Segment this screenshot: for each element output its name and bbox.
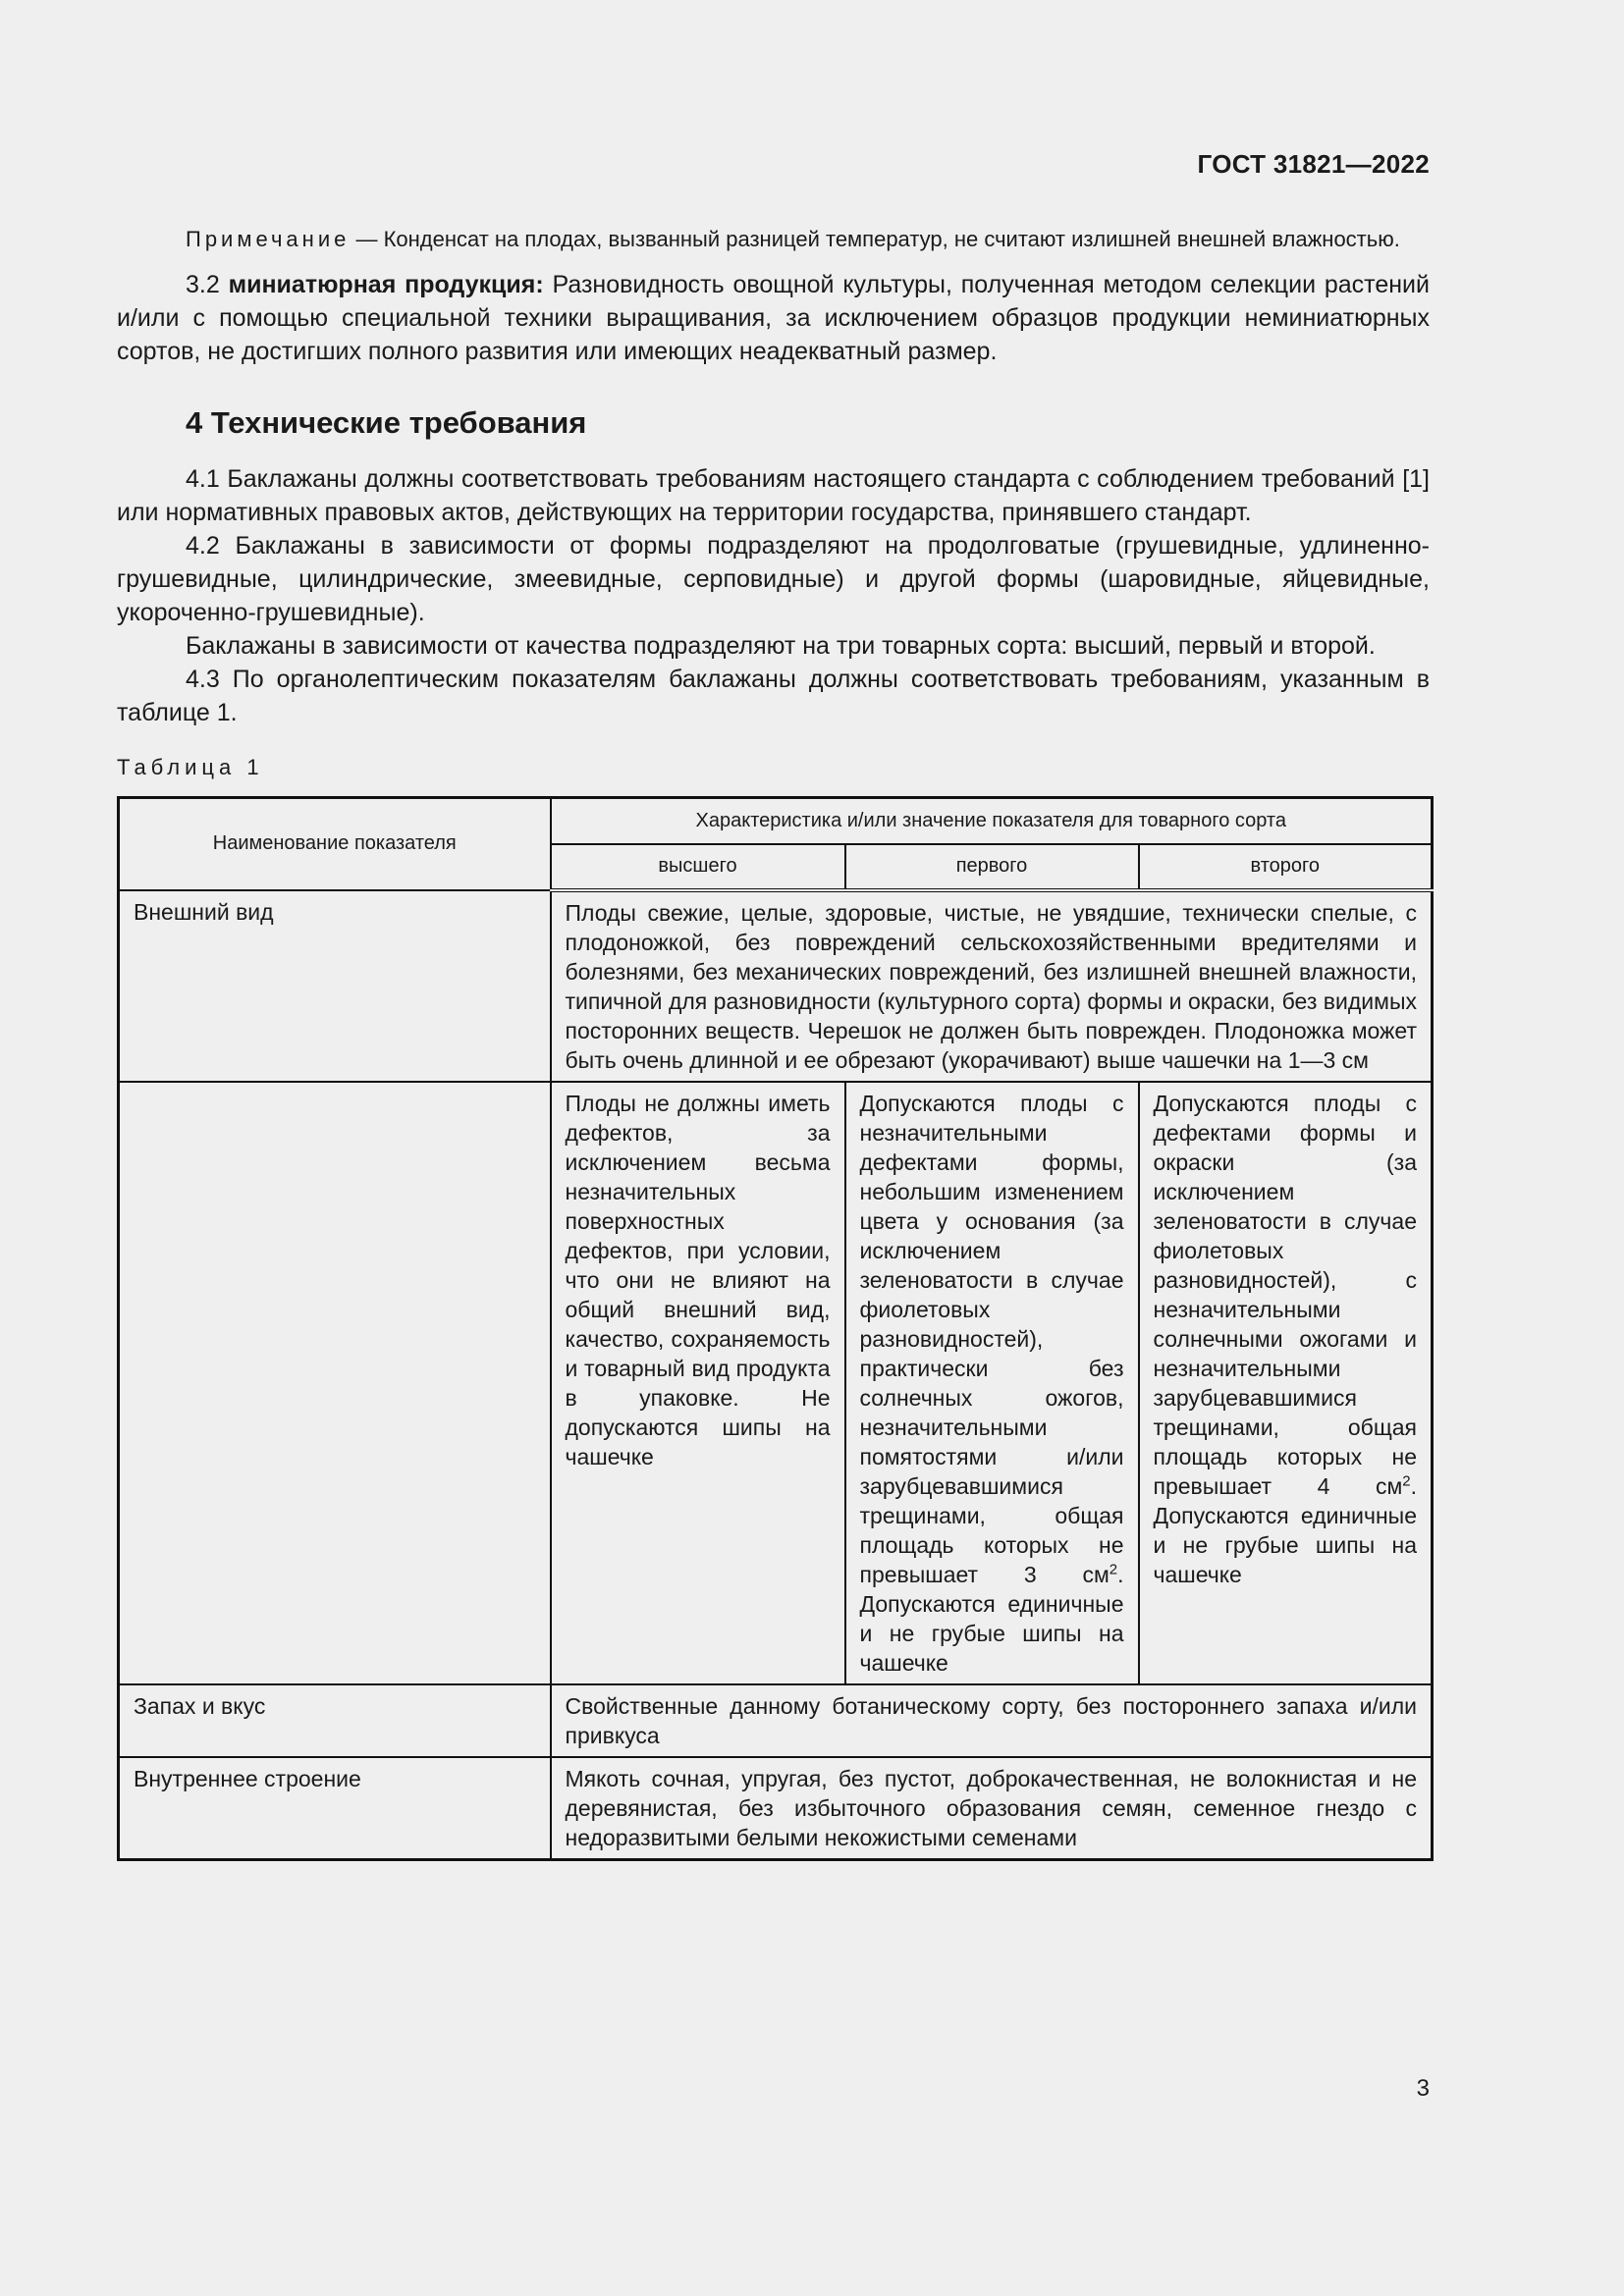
header-grade-group: Характеристика и/или значение показателя для товарного сорта bbox=[551, 798, 1433, 844]
appearance-grade-first bbox=[845, 1082, 1139, 1684]
paragraph-4-3: 4.3 По органолептическим показателям баклажаны должны соответствовать требованиям, указанным в таблице 1. bbox=[117, 666, 1430, 726]
smell-value: Свойственные данному ботаническому сорту, без постороннего запаха и/или привкуса bbox=[551, 1684, 1433, 1757]
appearance-grade-second bbox=[1139, 1082, 1433, 1684]
grade-first-text: Допускаются плоды с незначительными дефектами формы, небольшим изменением цвета у основания (за исключением зеленоватости в случае фиолетовых разновидностей), практически без солнечных ожогов, незначительными помятостями и/или зарубцевавшимися трещинами, общая площадь которых не превышает 3 см bbox=[859, 1090, 1124, 1587]
row-label-empty bbox=[119, 1082, 551, 1684]
definition-term: миниатюрная продукция: bbox=[228, 271, 544, 298]
note-label: Примечание bbox=[186, 227, 351, 251]
grade-second-text-end: . Допускаются единичные и не грубые шипы на чашечке bbox=[1153, 1472, 1417, 1587]
definition-3-2 bbox=[117, 268, 1430, 368]
header-grade-highest: высшего bbox=[551, 844, 845, 890]
section-title: 4 Технические требования bbox=[186, 405, 587, 440]
row-label-inner: Внутреннее строение bbox=[119, 1757, 551, 1860]
appearance-common-value: Плоды свежие, целые, здоровые, чистые, не увядшие, технически спелые, с плодоножкой, без повреждений сельскохозяйственными вредителями и болезнями, без механических повреждений, без излишней внешней влажности, типичной для разновидности (культурного сорта) формы и окраски, без видимых посторонних веществ. Черешок не должен быть поврежден. Плодоножка может быть очень длинной и ее обрезают (укорачивают) выше чашечки на 1—3 см bbox=[551, 890, 1433, 1082]
note-paragraph bbox=[117, 224, 1430, 254]
row-label-smell: Запах и вкус bbox=[119, 1684, 551, 1757]
paragraph-4-1: 4.1 Баклажаны должны соответствовать требованиям настоящего стандарта с соблюдением требований [1] или нормативных правовых актов, действующих на территории государства, принявшего стандарт. bbox=[117, 465, 1430, 526]
superscript: 2 bbox=[1402, 1471, 1411, 1489]
appearance-grade-highest: Плоды не должны иметь дефектов, за исключением весьма незначительных поверхностных дефектов, при условии, что они не влияют на общий внешний вид, качество, сохраняемость и товарный вид продукта в упаковке. Не допускаются шипы на чашечке bbox=[551, 1082, 845, 1684]
table-caption: Таблица 1 bbox=[117, 755, 264, 779]
table-row bbox=[119, 1684, 1433, 1757]
page-number: 3 bbox=[1416, 2075, 1430, 2102]
definition-number: 3.2 bbox=[186, 271, 220, 298]
requirements-table bbox=[117, 796, 1434, 1861]
superscript: 2 bbox=[1109, 1560, 1118, 1577]
table-row bbox=[119, 1082, 1433, 1684]
table-row bbox=[119, 890, 1433, 1082]
grade-second-text: Допускаются плоды с дефектами формы и окраски (за исключением зеленоватости в случае фиолетовых разновидностей), с незначительными солнечными ожогами и незначительными зарубцевавшимися трещинами, общая площадь которых не превышает 4 см bbox=[1153, 1090, 1417, 1499]
page-content bbox=[117, 224, 1430, 1861]
definition-text: Разновидность овощной культуры, полученная методом селекции растений и/или с помощью специальной техники выращивания, за исключением образцов продукции неминиатюрных сортов, не достигших полного развития или имеющих неадекватный размер. bbox=[117, 271, 1430, 365]
grade-first-text-end: . Допускаются единичные и не грубые шипы на чашечке bbox=[859, 1561, 1124, 1676]
note-text: — Конденсат на плодах, вызванный разницей температур, не считают излишней внешней влажностью. bbox=[350, 227, 1400, 251]
paragraph-4-2: 4.2 Баклажаны в зависимости от формы подразделяют на продолговатые (грушевидные, удлиненно-грушевидные, цилиндрические, змеевидные, серповидные) и другой формы (шаровидные, яйцевидные, укороченно-грушевидные). bbox=[117, 532, 1430, 626]
header-grade-first: первого bbox=[845, 844, 1139, 890]
table-row bbox=[119, 1757, 1433, 1860]
inner-value: Мякоть сочная, упругая, без пустот, доброкачественная, не волокнистая и не деревянистая, без избыточного образования семян, семенное гнездо с недоразвитыми белыми некожистыми семенами bbox=[551, 1757, 1433, 1860]
document-id: ГОСТ 31821—2022 bbox=[1197, 149, 1430, 179]
header-grade-second: второго bbox=[1139, 844, 1433, 890]
paragraph-grades: Баклажаны в зависимости от качества подразделяют на три товарных сорта: высший, первый и второй. bbox=[186, 632, 1376, 660]
header-indicator-name: Наименование показателя bbox=[119, 798, 551, 890]
row-label-appearance: Внешний вид bbox=[119, 890, 551, 1082]
